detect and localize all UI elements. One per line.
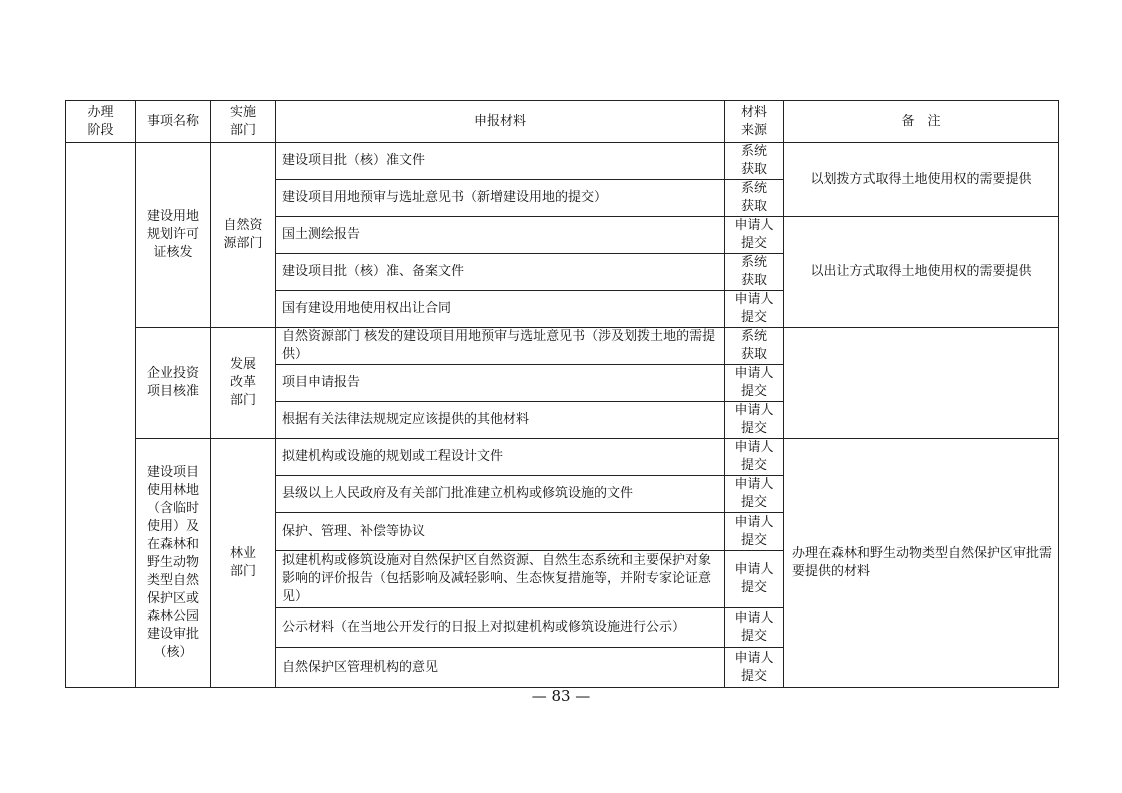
note-cell: 以划拨方式取得土地使用权的需要提供 xyxy=(784,143,1059,217)
table-header-row xyxy=(66,101,1059,143)
material-cell: 自然资源部门 核发的建设项目用地预审与选址意见书（涉及划拨土地的需提供） xyxy=(276,328,725,365)
note-cell: 以出让方式取得土地使用权的需要提供 xyxy=(784,217,1059,328)
source-cell: 申请人 提交 xyxy=(725,217,784,254)
header-item: 事项名称 xyxy=(136,101,211,143)
dept-cell: 发展 改革 部门 xyxy=(211,328,276,439)
material-cell: 国土测绘报告 xyxy=(276,217,725,254)
table-row xyxy=(66,143,1059,180)
material-cell: 国有建设用地使用权出让合同 xyxy=(276,291,725,328)
note-cell xyxy=(784,328,1059,439)
item-name-cell: 建设项目 使用林地 （含临时 使用）及 在森林和 野生动物 类型自然 保护区或 森林公园 建设审批 （核） xyxy=(136,439,211,688)
item-name-cell: 建设用地 规划许可 证核发 xyxy=(136,143,211,328)
source-cell: 系统 获取 xyxy=(725,328,784,365)
material-cell: 县级以上人民政府及有关部门批准建立机构或修筑设施的文件 xyxy=(276,476,725,513)
material-cell: 根据有关法律法规规定应该提供的其他材料 xyxy=(276,402,725,439)
header-note: 备 注 xyxy=(784,101,1059,143)
header-dept: 实施 部门 xyxy=(211,101,276,143)
material-cell: 项目申请报告 xyxy=(276,365,725,402)
material-cell: 建设项目批（核）准、备案文件 xyxy=(276,254,725,291)
source-cell: 系统 获取 xyxy=(725,143,784,180)
source-cell: 系统 获取 xyxy=(725,254,784,291)
source-cell: 申请人 提交 xyxy=(725,439,784,476)
header-materials: 申报材料 xyxy=(276,101,725,143)
table-row xyxy=(66,328,1059,365)
table-row xyxy=(66,439,1059,476)
source-cell: 系统 获取 xyxy=(725,180,784,217)
source-cell: 申请人 提交 xyxy=(725,402,784,439)
source-cell: 申请人 提交 xyxy=(725,476,784,513)
material-cell: 保护、管理、补偿等协议 xyxy=(276,513,725,551)
material-cell: 建设项目批（核）准文件 xyxy=(276,143,725,180)
header-source: 材料 来源 xyxy=(725,101,784,143)
stage-cell xyxy=(66,143,136,688)
source-cell: 申请人 提交 xyxy=(725,365,784,402)
dept-cell: 林业 部门 xyxy=(211,439,276,688)
note-cell: 办理在森林和野生动物类型自然保护区审批需要提供的材料 xyxy=(784,439,1059,688)
material-cell: 建设项目用地预审与选址意见书（新增建设用地的提交） xyxy=(276,180,725,217)
source-cell: 申请人 提交 xyxy=(725,551,784,608)
source-cell: 申请人 提交 xyxy=(725,291,784,328)
header-stage: 办理 阶段 xyxy=(66,101,136,143)
dept-cell: 自然资 源部门 xyxy=(211,143,276,328)
material-cell: 自然保护区管理机构的意见 xyxy=(276,648,725,688)
page-number: — 83 — xyxy=(531,687,591,705)
item-name-cell: 企业投资 项目核准 xyxy=(136,328,211,439)
material-cell: 拟建机构或修筑设施对自然保护区自然资源、自然生态系统和主要保护对象影响的评价报告（包括影响及减轻影响、生态恢复措施等，并附专家论证意见） xyxy=(276,551,725,608)
material-cell: 公示材料（在当地公开发行的日报上对拟建机构或修筑设施进行公示） xyxy=(276,608,725,648)
material-cell: 拟建机构或设施的规划或工程设计文件 xyxy=(276,439,725,476)
source-cell: 申请人 提交 xyxy=(725,648,784,688)
source-cell: 申请人 提交 xyxy=(725,513,784,551)
materials-table xyxy=(65,100,1059,688)
source-cell: 申请人 提交 xyxy=(725,608,784,648)
